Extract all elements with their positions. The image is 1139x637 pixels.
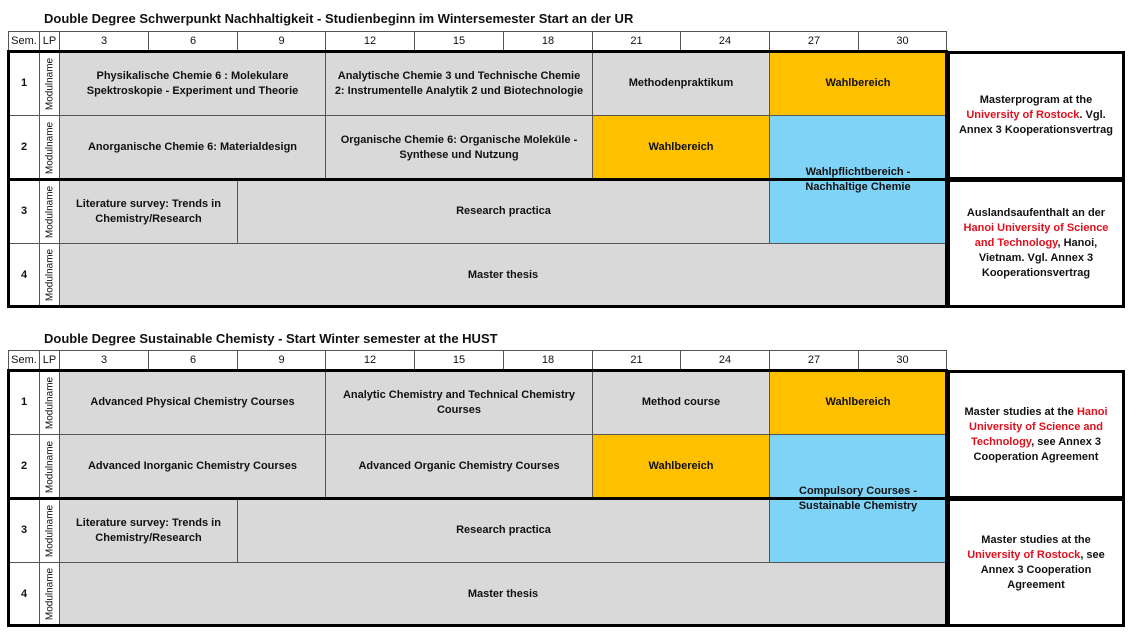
lp-col-12: 12	[325, 350, 415, 371]
lp-col-15: 15	[414, 350, 504, 371]
modulname-label: Modulname	[39, 179, 60, 244]
module-literature-survey: Literature survey: Trends in Chemistry/Research	[59, 498, 238, 563]
modulname-label: Modulname	[39, 498, 60, 563]
semester-4: 4	[8, 562, 40, 626]
location-note: Master studies at the Hanoi University of Science and Technology, see Annex 3 Cooperation Agreement	[947, 370, 1125, 499]
module-master-thesis: Master thesis	[59, 243, 947, 307]
module-elective: Wahlbereich	[769, 51, 947, 116]
semester-1: 1	[8, 51, 40, 116]
module-physical-chemistry: Advanced Physical Chemistry Courses	[59, 370, 326, 435]
modulname-label: Modulname	[39, 434, 60, 499]
modulname-label: Modulname	[39, 243, 60, 307]
semester-2: 2	[8, 434, 40, 499]
module-elective: Wahlbereich	[592, 434, 770, 499]
modulname-label: Modulname	[39, 51, 60, 116]
lp-col-27: 27	[769, 31, 859, 52]
semester-2: 2	[8, 115, 40, 180]
module-organic-chemistry: Organische Chemie 6: Organische Moleküle - Synthese und Nutzung	[325, 115, 593, 180]
lp-col-9: 9	[237, 350, 326, 371]
lp-col-24: 24	[680, 31, 770, 52]
semester-3: 3	[8, 498, 40, 563]
lp-header: LP	[39, 350, 60, 371]
modulname-label: Modulname	[39, 370, 60, 435]
table1-title: Double Degree Schwerpunkt Nachhaltigkeit - Studienbeginn im Wintersemester Start an der UR	[44, 11, 634, 26]
lp-col-15: 15	[414, 31, 504, 52]
lp-col-30: 30	[858, 350, 947, 371]
module-master-thesis: Master thesis	[59, 562, 947, 626]
sem-header: Sem.	[8, 350, 40, 371]
table2-title: Double Degree Sustainable Chemisty - Start Winter semester at the HUST	[44, 331, 498, 346]
lp-col-3: 3	[59, 350, 149, 371]
location-note: Masterprogram at the University of Rostock. Vgl. Annex 3 Kooperationsvertrag	[947, 51, 1125, 180]
semester-3: 3	[8, 179, 40, 244]
module-compulsory-sustainable: Wahlpflichtbereich - Nachhaltige Chemie	[769, 115, 947, 244]
location-note: Auslandsaufenthalt an der Hanoi University of Science and Technology, Hanoi, Vietnam. Vgl. Annex 3 Kooperationsvertrag	[947, 179, 1125, 308]
module-method-course: Methodenpraktikum	[592, 51, 770, 116]
semester-4: 4	[8, 243, 40, 307]
module-inorganic-chemistry: Advanced Inorganic Chemistry Courses	[59, 434, 326, 499]
module-literature-survey: Literature survey: Trends in Chemistry/Research	[59, 179, 238, 244]
modulname-label: Modulname	[39, 562, 60, 626]
lp-col-18: 18	[503, 31, 593, 52]
module-analytical-chemistry: Analytische Chemie 3 und Technische Chemie 2: Instrumentelle Analytik 2 und Biotechnologie	[325, 51, 593, 116]
modulname-label: Modulname	[39, 115, 60, 180]
module-analytical-chemistry: Analytic Chemistry and Technical Chemistry Courses	[325, 370, 593, 435]
lp-header: LP	[39, 31, 60, 52]
lp-col-6: 6	[148, 350, 238, 371]
module-organic-chemistry: Advanced Organic Chemistry Courses	[325, 434, 593, 499]
module-physical-chemistry: Physikalische Chemie 6 : Molekulare Spektroskopie - Experiment und Theorie	[59, 51, 326, 116]
lp-col-27: 27	[769, 350, 859, 371]
location-note: Master studies at the University of Rostock, see Annex 3 Cooperation Agreement	[947, 498, 1125, 627]
sem-header: Sem.	[8, 31, 40, 52]
lp-col-3: 3	[59, 31, 149, 52]
lp-col-9: 9	[237, 31, 326, 52]
lp-col-18: 18	[503, 350, 593, 371]
lp-col-24: 24	[680, 350, 770, 371]
module-research-practica: Research practica	[237, 179, 770, 244]
module-elective: Wahlbereich	[592, 115, 770, 180]
lp-col-30: 30	[858, 31, 947, 52]
module-elective: Wahlbereich	[769, 370, 947, 435]
lp-col-6: 6	[148, 31, 238, 52]
module-inorganic-chemistry: Anorganische Chemie 6: Materialdesign	[59, 115, 326, 180]
semester-1: 1	[8, 370, 40, 435]
lp-col-12: 12	[325, 31, 415, 52]
module-method-course: Method course	[592, 370, 770, 435]
module-compulsory-sustainable: Compulsory Courses - Sustainable Chemistry	[769, 434, 947, 563]
lp-col-21: 21	[592, 350, 681, 371]
lp-col-21: 21	[592, 31, 681, 52]
module-research-practica: Research practica	[237, 498, 770, 563]
